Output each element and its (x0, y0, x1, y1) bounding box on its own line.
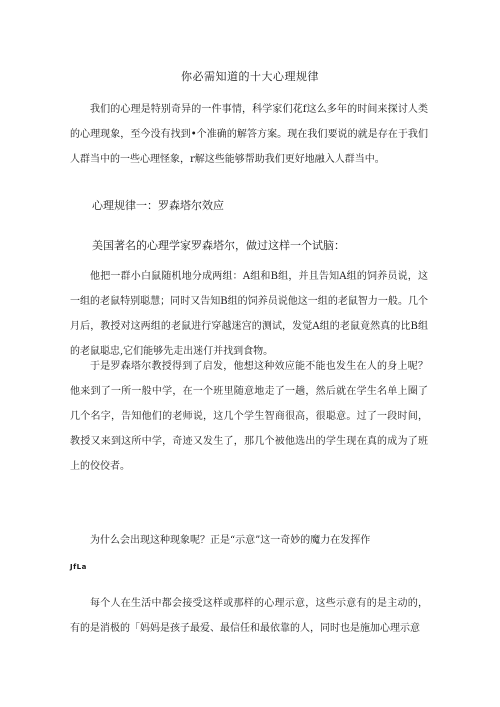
intro-paragraph: 我们的心理是特别奇异的一件事情，科学家们花f这么多年的时间来探讨人类的心理现象，至今没有找到•个准确的解答方案。现在我们要说的就是存在于我们人群当中的一些心理怪象，r解这些能够帮助我们更好地融入人群当中。 (70, 104, 428, 165)
fragment-label: JfLa (70, 563, 87, 571)
paragraph-2: 于是罗森塔尔教授得到了启发，他想这种效应能不能也发生在人的身上呢？他来到了一所一般中学，在一个班里随意地走了一趟，然后就在学生名单上圈了几个名字，告知他们的老师说，这几个学生智商很高，很聪意。过了一段时间，教授又来到这所中学，奇迹又发生了，那几个被他选出的学生现在真的成为了班上的佼佼者。 (70, 361, 428, 472)
paragraph-4: 每个人在生活中都会接受这样或那样的心理示意，这些示意有的是主动的，有的是消极的「妈妈是孩子最爱、最信任和最依靠的人，同时也是施加心理示意 (70, 598, 428, 634)
paragraph-3: 为什么会出现这种现象呢？正是“示意”这一奇妙的魔力在发挥作 (90, 535, 371, 546)
document-title: 你必需知道的十大心理规律 (181, 70, 319, 83)
paragraph-1: 他把一群小白鼠随机地分成两组：A组和B组，并且告知A组的饲养员说，这一组的老鼠特别聪慧；同时又告知B组的饲养员说他这一组的老鼠智力一般。几个月后，教授对这两组的老鼠进行穿越迷宫的测试，发觉A组的老鼠竟然真的比B组的老鼠聪忠,它们能够先走出迷仃并找到食物。 (70, 271, 428, 357)
law1-subheading: 美国著名的心理学家罗森塔尔，做过这样一个试脑： (92, 239, 345, 252)
law1-heading: 心理规律一：罗森塔尔效应 (92, 199, 224, 212)
